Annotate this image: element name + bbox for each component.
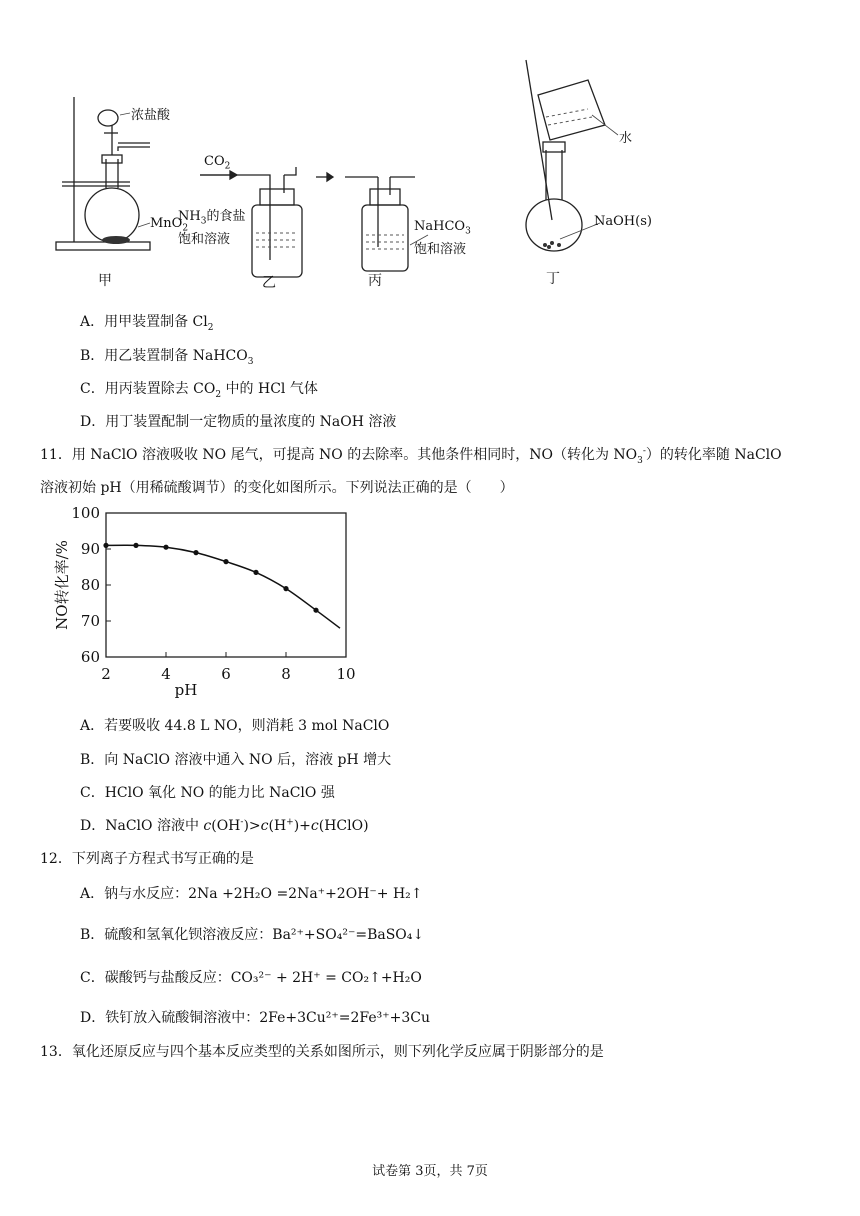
q11-stem-line1: 11．用 NaClO 溶液吸收 NO 尾气，可提高 NO 的去除率。其他条件相同时，NO（转化为 $NO_3^-$）的转化率随 NaClO	[40, 446, 782, 466]
x-axis-label: pH	[174, 681, 198, 699]
yi-reagent: $NH_3$的食盐 饱和溶液	[178, 209, 246, 247]
q10-option-d: D．用丁装置配制一定物质的量浓度的 NaOH 溶液	[80, 414, 397, 430]
y-axis-label: NO转化率/%	[53, 540, 71, 630]
page-footer: 试卷第 3页，共 7页	[372, 1164, 488, 1179]
data-point	[133, 543, 138, 548]
data-point	[283, 586, 288, 591]
bottle-yi	[252, 205, 302, 277]
q12-option-a: A．钠与水反应：2Na +2H₂O =2Na⁺+2OH⁻+ H₂↑	[80, 886, 423, 902]
co2-label: $CO_2$	[204, 154, 231, 172]
q12-option-c: C．碳酸钙与盐酸反应：CO₃²⁻ + 2H⁺ = CO₂↑+H₂O	[80, 970, 422, 986]
round-flask	[85, 188, 139, 242]
y-tick-label: 70	[80, 612, 100, 630]
data-point	[163, 545, 168, 550]
ding-reagent: NaOH(s)	[594, 214, 652, 229]
glass-rod	[526, 60, 552, 220]
q11-option-c: C．HClO 氧化 NO 的能力比 NaClO 强	[80, 785, 335, 801]
y-tick-label: 60	[80, 648, 100, 666]
data-point	[223, 559, 228, 564]
y-tick-label: 80	[80, 576, 100, 594]
q10-option-a: A．用甲装置制备 $Cl_2$	[80, 314, 214, 333]
q10-option-c: C．用丙装置除去 $CO_2$ 中的 HCl 气体	[80, 381, 318, 400]
x-tick-label: 2	[101, 665, 111, 683]
q11-stem-line2: 溶液初始 pH（用稀硫酸调节）的变化如图所示。下列说法正确的是（ ）	[40, 480, 514, 496]
separatory-funnel	[98, 110, 118, 126]
x-tick-label: 8	[281, 665, 291, 683]
q12-stem: 12．下列离子方程式书写正确的是	[40, 851, 254, 867]
yi-label: 乙	[262, 275, 276, 291]
q11-option-a: A．若要吸收 44.8 L NO，则消耗 3 mol NaClO	[80, 718, 390, 734]
data-point	[253, 570, 258, 575]
q13-stem: 13．氧化还原反应与四个基本反应类型的关系如图所示，则下列化学反应属于阴影部分的是	[40, 1044, 604, 1060]
plot-frame	[106, 513, 346, 657]
x-tick-label: 4	[161, 665, 171, 683]
jia-reagent-flask: MnO$_2$	[150, 216, 189, 234]
q12-option-d: D．铁钉放入硫酸铜溶液中：2Fe+3Cu²⁺=2Fe³⁺+3Cu	[80, 1010, 430, 1026]
q10-option-b: B．用乙装置制备 NaHCO$_3$	[80, 348, 254, 367]
ding-label: 丁	[546, 271, 560, 287]
q11-option-b: B．向 NaClO 溶液中通入 NO 后，溶液 pH 增大	[80, 752, 392, 768]
y-tick-label: 90	[80, 540, 100, 558]
jia-label: 甲	[98, 273, 112, 289]
y-tick-label: 100	[71, 504, 100, 522]
bing-label: 丙	[368, 273, 382, 289]
stand-base	[56, 242, 150, 250]
x-tick-label: 6	[221, 665, 231, 683]
ding-water: 水	[619, 131, 633, 146]
data-point	[103, 543, 108, 548]
data-point	[193, 550, 198, 555]
data-point	[313, 608, 318, 613]
q11-option-d: D．NaClO 溶液中 c(OH-)>c(H+)+c(HClO)	[80, 817, 369, 834]
beaker	[538, 80, 605, 140]
x-tick-label: 10	[336, 665, 356, 683]
bottle-bing	[362, 205, 408, 271]
q12-option-b: B．硫酸和氢氧化钡溶液反应：Ba²⁺+SO₄²⁻=BaSO₄↓	[80, 927, 425, 943]
volumetric-flask	[526, 199, 582, 251]
no-conversion-chart	[40, 500, 380, 705]
apparatus-figure	[40, 55, 720, 300]
jia-reagent-top: 浓盐酸	[131, 108, 171, 123]
bing-reagent: NaHCO$_3$ 饱和溶液	[414, 219, 471, 257]
series-line	[106, 545, 340, 628]
